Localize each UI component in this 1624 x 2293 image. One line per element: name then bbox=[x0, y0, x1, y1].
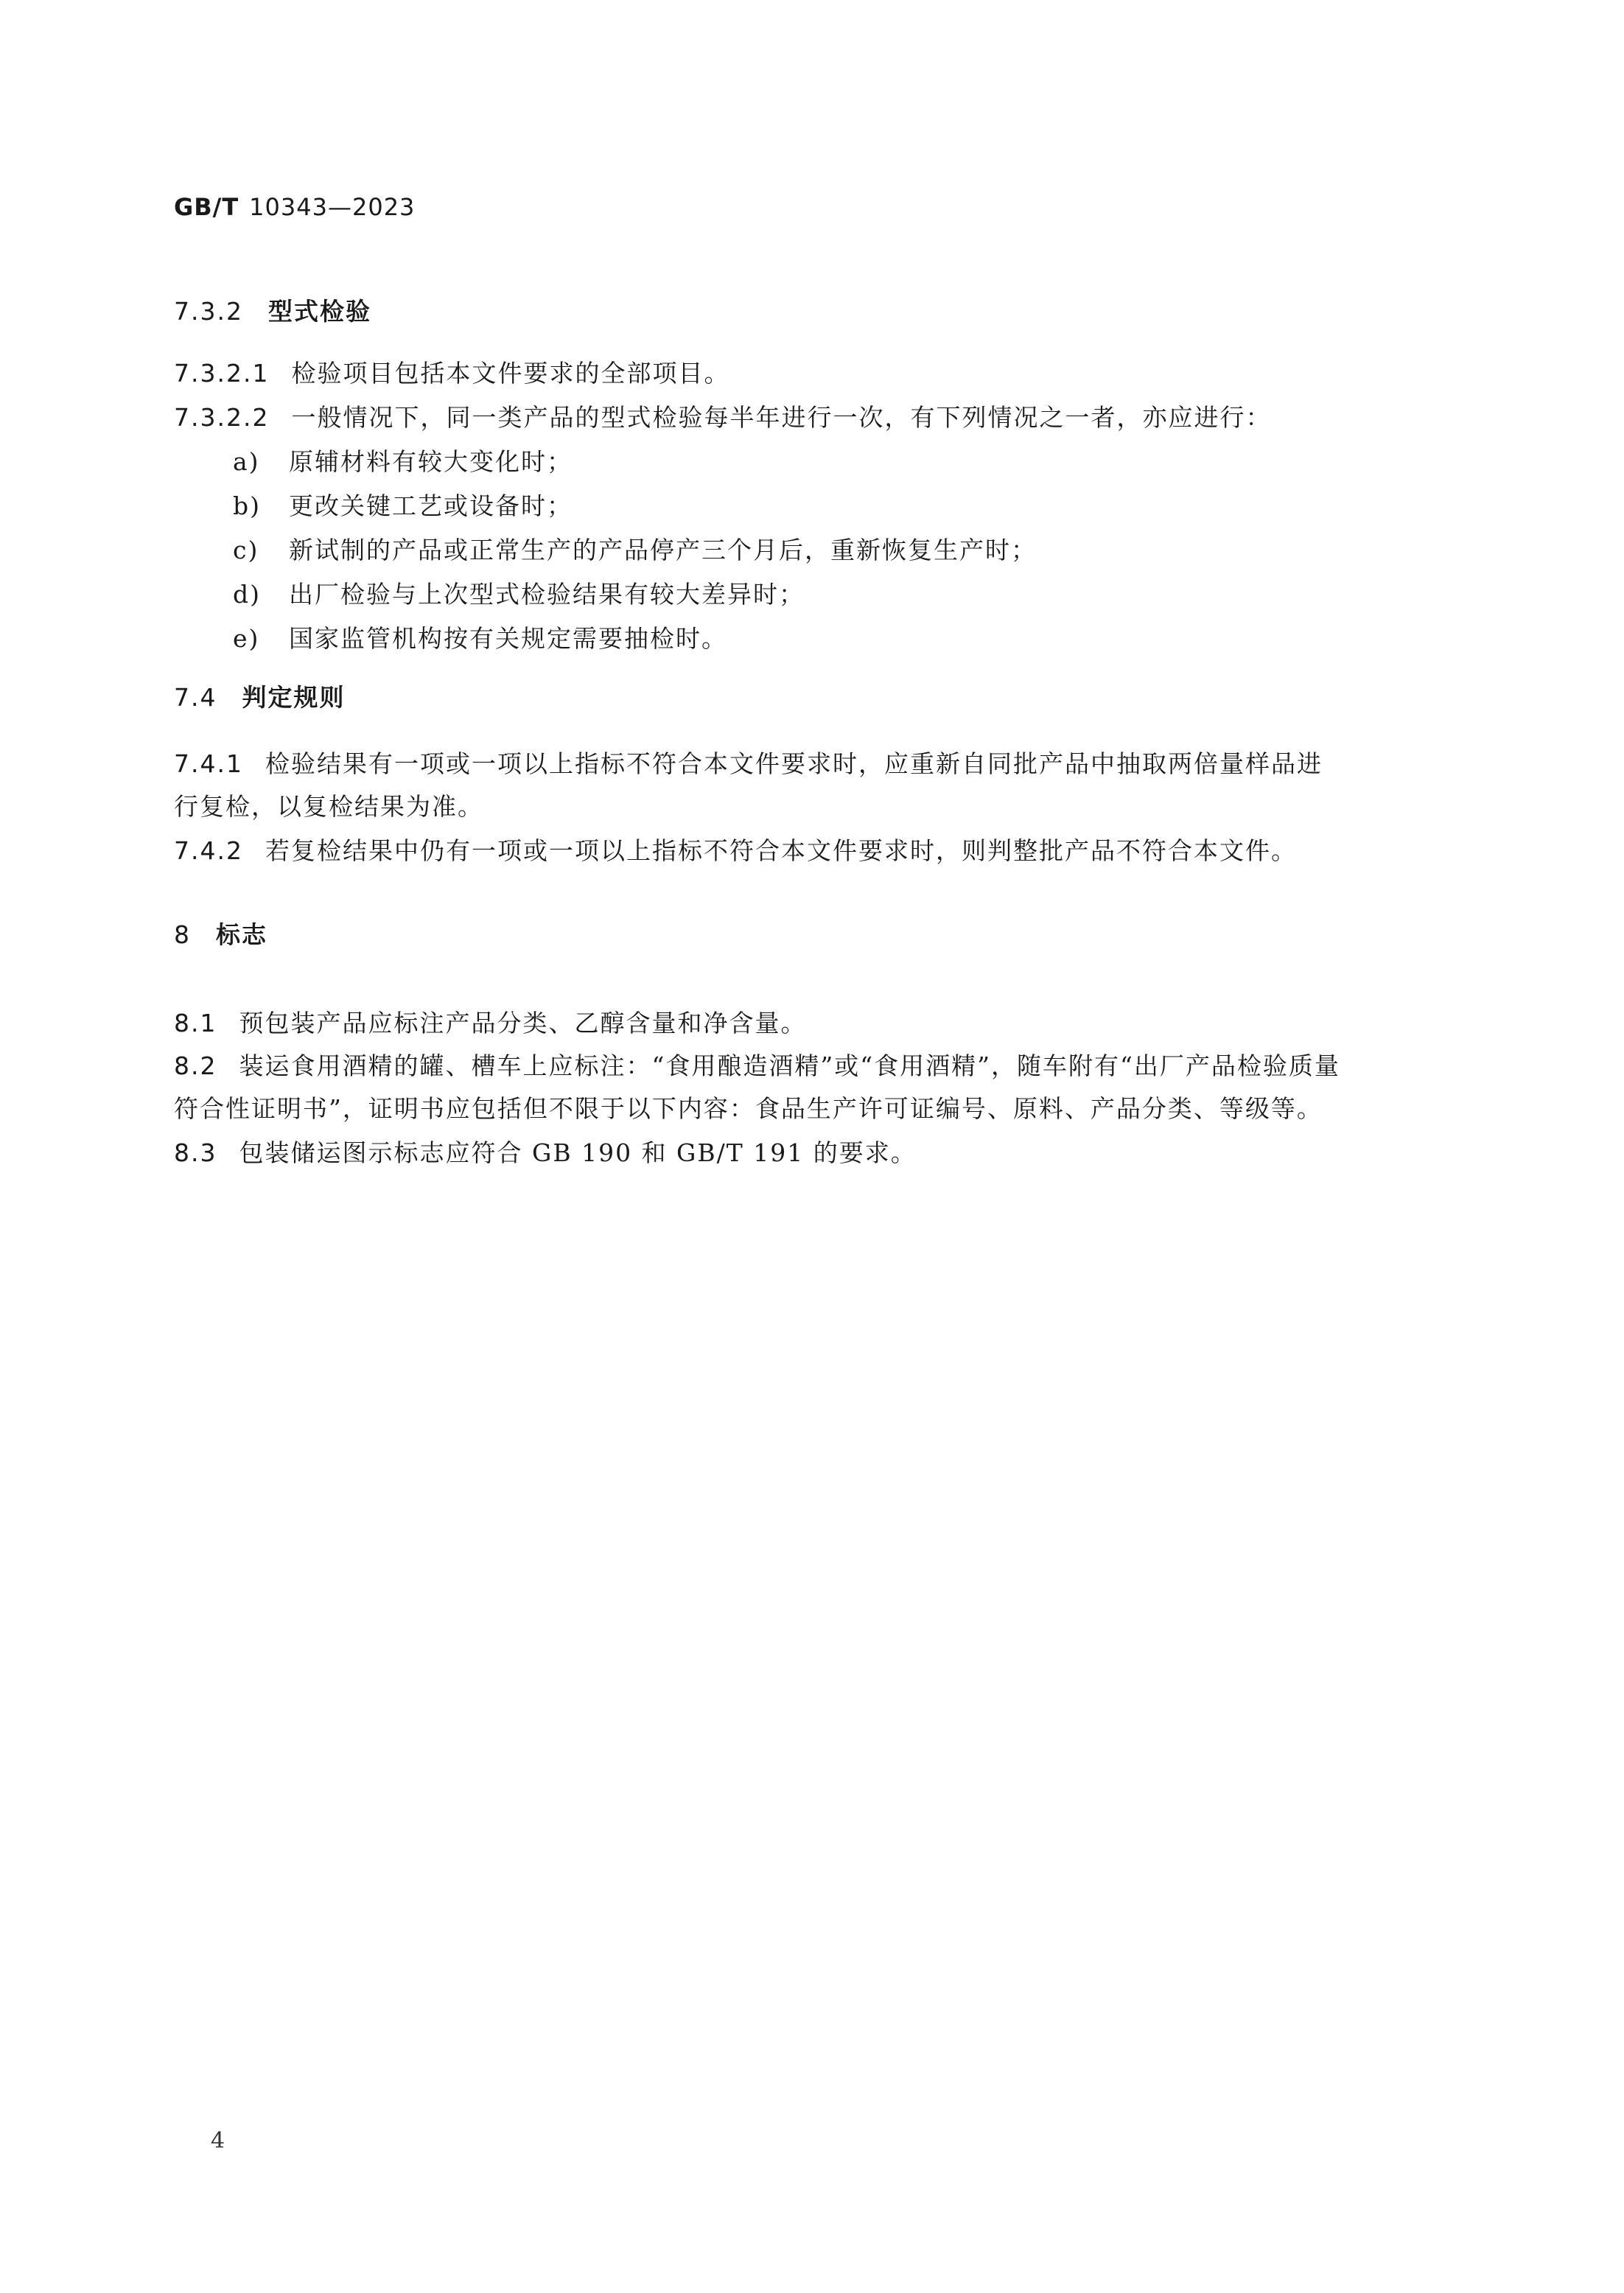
section-number: 7.4 bbox=[174, 683, 217, 712]
list-item bbox=[174, 617, 1449, 660]
section-title: 判定规则 bbox=[242, 683, 346, 712]
list-label: d) bbox=[233, 580, 261, 609]
clause-number: 8.3 bbox=[174, 1138, 217, 1167]
condition-list bbox=[174, 441, 1449, 660]
list-label: b) bbox=[233, 491, 261, 520]
clause-8-1 bbox=[174, 1002, 1449, 1045]
section-7-4-heading bbox=[174, 676, 1449, 719]
clause-text: 检验项目包括本文件要求的全部项目。 bbox=[291, 359, 730, 388]
clause-8-2 bbox=[174, 1045, 1449, 1130]
clause-8-3 bbox=[174, 1132, 1449, 1174]
clause-text-line-2: 行复检，以复检结果为准。 bbox=[174, 792, 483, 821]
clause-number: 8.1 bbox=[174, 1009, 217, 1037]
list-item bbox=[174, 441, 1449, 483]
clause-number: 8.2 bbox=[174, 1051, 217, 1080]
clause-7-3-2-1 bbox=[174, 352, 1449, 395]
section-number: 8 bbox=[174, 920, 191, 949]
section-number: 7.3.2 bbox=[174, 297, 243, 326]
standard-header bbox=[174, 193, 415, 221]
standard-prefix: GB/T bbox=[174, 193, 239, 221]
list-label: e) bbox=[233, 624, 260, 653]
standard-number: 10343—2023 bbox=[249, 193, 416, 221]
clause-number: 7.4.1 bbox=[174, 749, 243, 778]
list-text: 国家监管机构按有关规定需要抽检时。 bbox=[289, 624, 727, 653]
clause-text-line-1: 装运食用酒精的罐、槽车上应标注：“食用酿造酒精”或“食用酒精”，随车附有“出厂产品检验质量 bbox=[239, 1051, 1340, 1080]
clause-number: 7.3.2.1 bbox=[174, 359, 270, 388]
list-text: 更改关键工艺或设备时； bbox=[289, 491, 573, 520]
clause-text-line-2: 符合性证明书”，证明书应包括但不限于以下内容：食品生产许可证编号、原料、产品分类、等级等。 bbox=[174, 1094, 1323, 1123]
list-item bbox=[174, 485, 1449, 528]
clause-number: 7.3.2.2 bbox=[174, 403, 270, 432]
list-item bbox=[174, 529, 1449, 572]
clause-7-4-1 bbox=[174, 743, 1449, 828]
clause-text: 预包装产品应标注产品分类、乙醇含量和净含量。 bbox=[239, 1009, 807, 1037]
section-7-3-2-heading bbox=[174, 290, 1449, 333]
clause-text: 一般情况下，同一类产品的型式检验每半年进行一次，有下列情况之一者，亦应进行： bbox=[291, 403, 1272, 432]
list-label: a) bbox=[233, 447, 260, 476]
list-label: c) bbox=[233, 536, 259, 564]
clause-7-3-2-2 bbox=[174, 396, 1449, 439]
clause-text: 包装储运图示标志应符合 GB 190 和 GB/T 191 的要求。 bbox=[239, 1138, 917, 1167]
list-text: 出厂检验与上次型式检验结果有较大差异时； bbox=[289, 580, 805, 609]
section-title: 标志 bbox=[216, 920, 267, 949]
list-text: 新试制的产品或正常生产的产品停产三个月后，重新恢复生产时； bbox=[289, 536, 1037, 564]
page-number: 4 bbox=[211, 2128, 225, 2154]
clause-7-4-2 bbox=[174, 830, 1449, 872]
clause-text: 若复检结果中仍有一项或一项以上指标不符合本文件要求时，则判整批产品不符合本文件。 bbox=[265, 836, 1297, 865]
clause-text-line-1: 检验结果有一项或一项以上指标不符合本文件要求时，应重新自同批产品中抽取两倍量样品进 bbox=[265, 749, 1323, 778]
list-text: 原辅材料有较大变化时； bbox=[289, 447, 573, 476]
section-title: 型式检验 bbox=[267, 297, 371, 326]
section-8-heading bbox=[174, 914, 1449, 956]
clause-number: 7.4.2 bbox=[174, 836, 243, 865]
list-item bbox=[174, 573, 1449, 616]
